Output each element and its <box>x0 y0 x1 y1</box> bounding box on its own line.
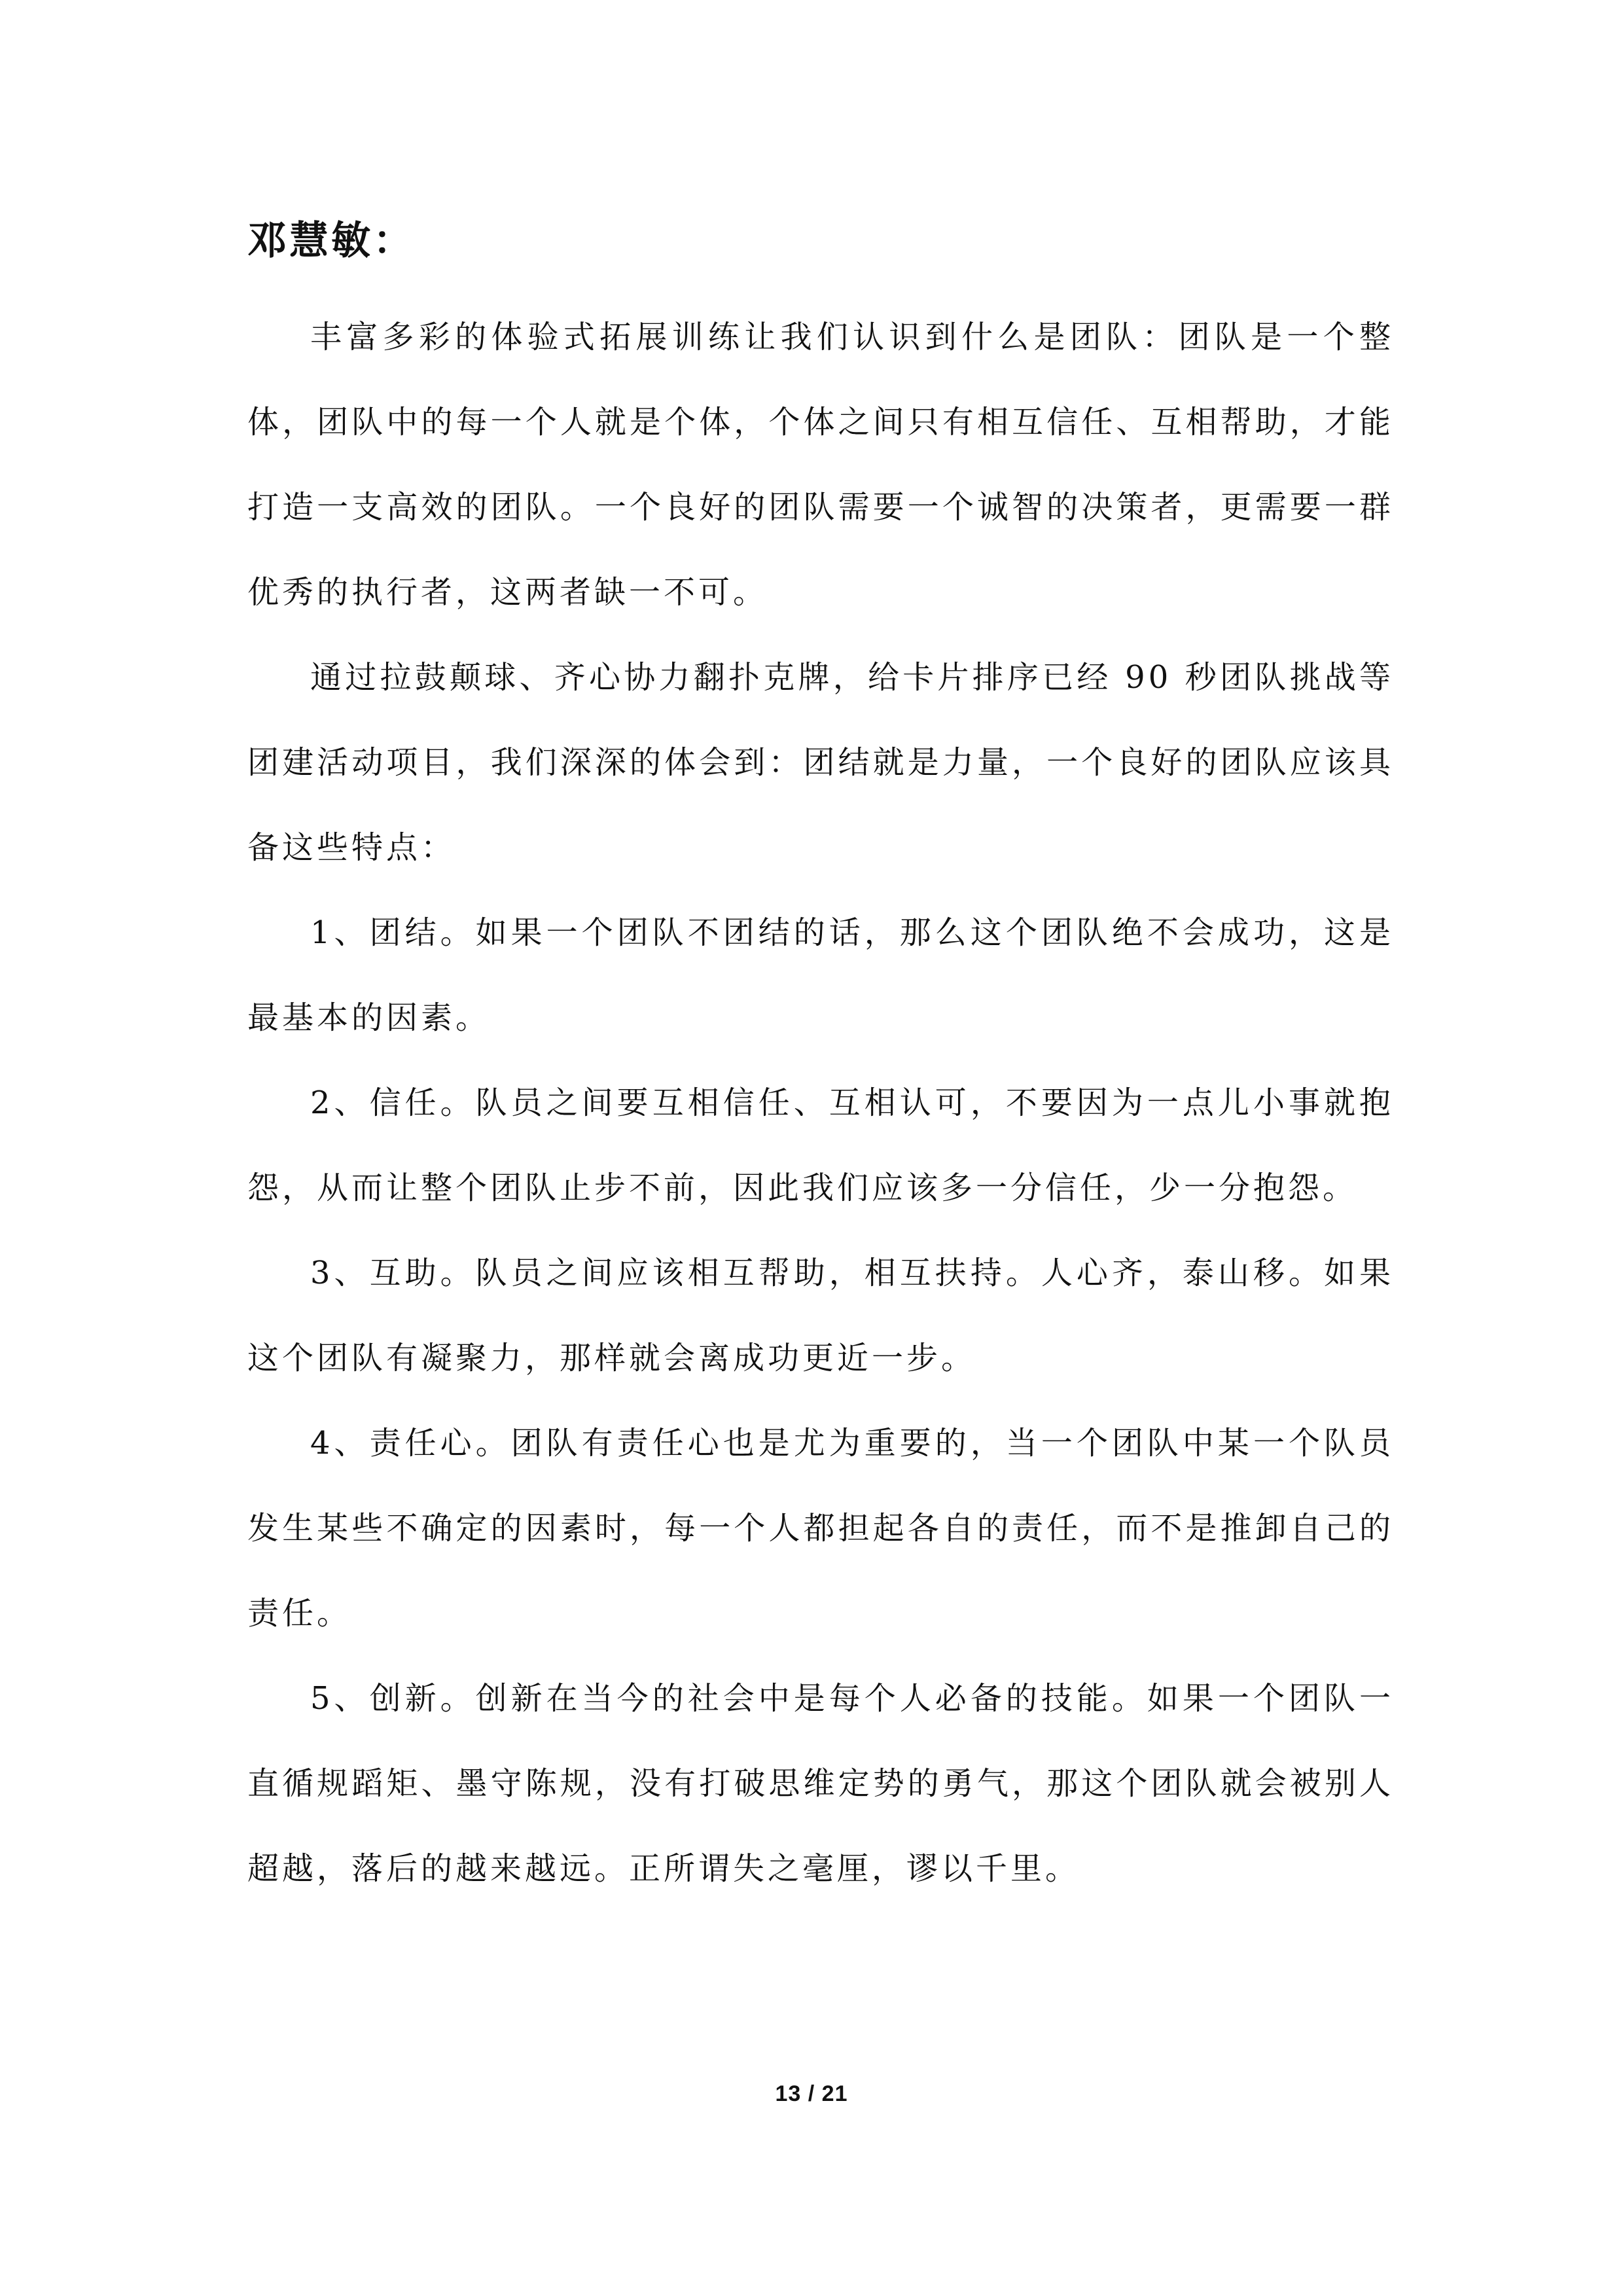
paragraph-point-innovation: 5、创新。创新在当今的社会中是每个人必备的技能。如果一个团队一直循规蹈矩、墨守陈规，没有打破思维定势的勇气，那这个团队就会被别人超越，落后的越来越远。正所谓失之毫厘，谬以千里。 <box>247 1680 1394 1887</box>
document-body <box>247 295 1394 1911</box>
page-number: 13 / 21 <box>775 2081 848 2106</box>
paragraph-point-unity: 1、团结。如果一个团队不团结的话，那么这个团队绝不会成功，这是最基本的因素。 <box>247 914 1394 1036</box>
paragraph-point-mutual-help: 3、互助。队员之间应该相互帮助，相互扶持。人心齐，泰山移。如果这个团队有凝聚力，那样就会离成功更近一步。 <box>247 1255 1394 1376</box>
author-heading: 邓慧敏： <box>247 218 415 264</box>
paragraph-activities: 通过拉鼓颠球、齐心协力翻扑克牌，给卡片排序已经 90 秒团队挑战等团建活动项目，我们深深的体会到：团结就是力量，一个良好的团队应该具备这些特点： <box>247 659 1394 866</box>
paragraph-point-responsibility: 4、责任心。团队有责任心也是尤为重要的，当一个团队中某一个队员发生某些不确定的因素时，每一个人都担起各自的责任，而不是推卸自己的责任。 <box>247 1425 1394 1632</box>
paragraph-point-trust: 2、信任。队员之间要互相信任、互相认可，不要因为一点儿小事就抱怨，从而让整个团队止步不前，因此我们应该多一分信任，少一分抱怨。 <box>247 1085 1394 1206</box>
paragraph-intro: 丰富多彩的体验式拓展训练让我们认识到什么是团队：团队是一个整体，团队中的每一个人就是个体，个体之间只有相互信任、互相帮助，才能打造一支高效的团队。一个良好的团队需要一个诚智的决策者，更需要一群优秀的执行者，这两者缺一不可。 <box>247 319 1394 611</box>
